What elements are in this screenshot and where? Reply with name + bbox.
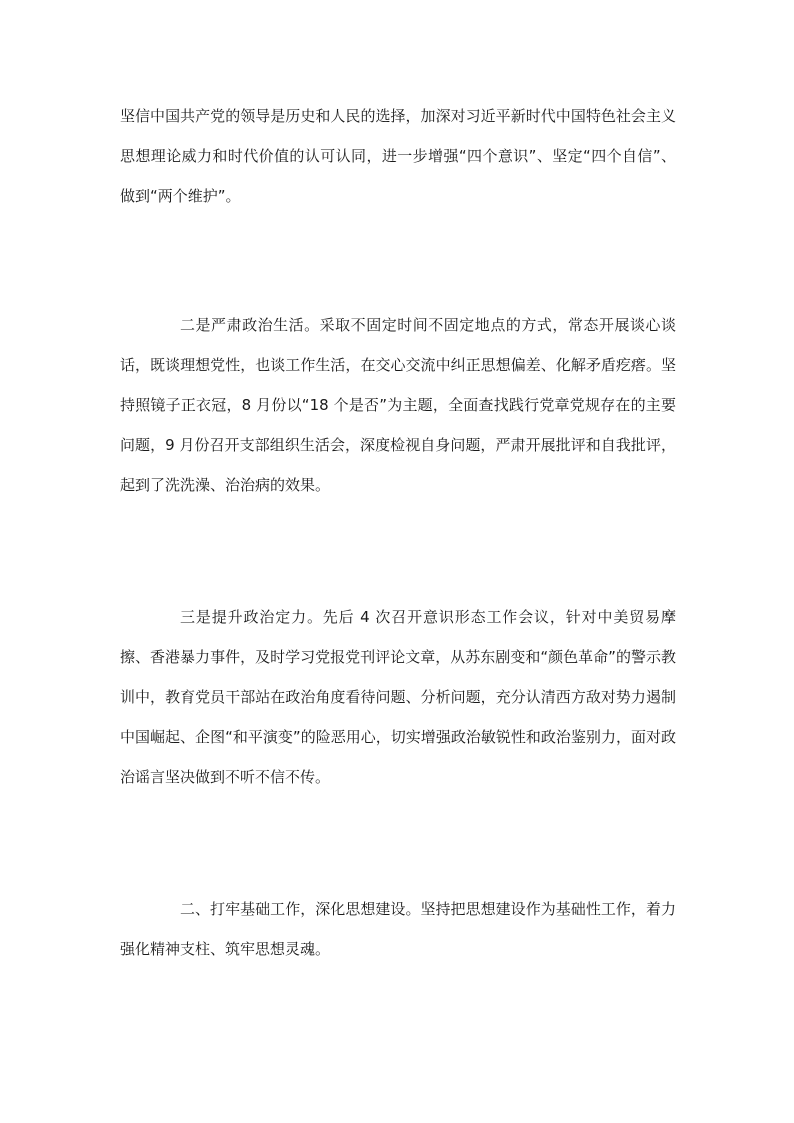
paragraph-2: 二是严肃政治生活。采取不固定时间不固定地点的方式，常态开展谈心谈话，既谈理想党性，也谈工作生活，在交心交流中纠正思想偏差、化解矛盾疙瘩。坚持照镜子正衣冠，8 月份以“18 个是否”为主题，全面查找践行党章党规存在的主要问题，9 月份召开支部组织生活会，深度检视自身问题，严肃开展批评和自我批评，起到了洗洗澡、治治病的效果。	[120, 316, 676, 494]
paragraph-3: 三是提升政治定力。先后 4 次召开意识形态工作会议，针对中美贸易摩擦、香港暴力事件，及时学习党报党刊评论文章，从苏东剧变和“颜色革命”的警示教训中，教育党员干部站在政治角度看待问题、分析问题，充分认清西方敌对势力遏制中国崛起、企图“和平演变”的险恶用心，切实增强政治敏锐性和政治鉴别力，面对政治谣言坚决做到不听不信不传。	[120, 608, 676, 786]
paragraph-4: 二、打牢基础工作，深化思想建设。坚持把思想建设作为基础性工作，着力强化精神支柱、筑牢思想灵魂。	[120, 900, 676, 958]
paragraph-1: 坚信中国共产党的领导是历史和人民的选择，加深对习近平新时代中国特色社会主义思想理论威力和时代价值的认可认同，进一步增强“四个意识”、坚定“四个自信”、做到“两个维护”。	[120, 107, 676, 205]
